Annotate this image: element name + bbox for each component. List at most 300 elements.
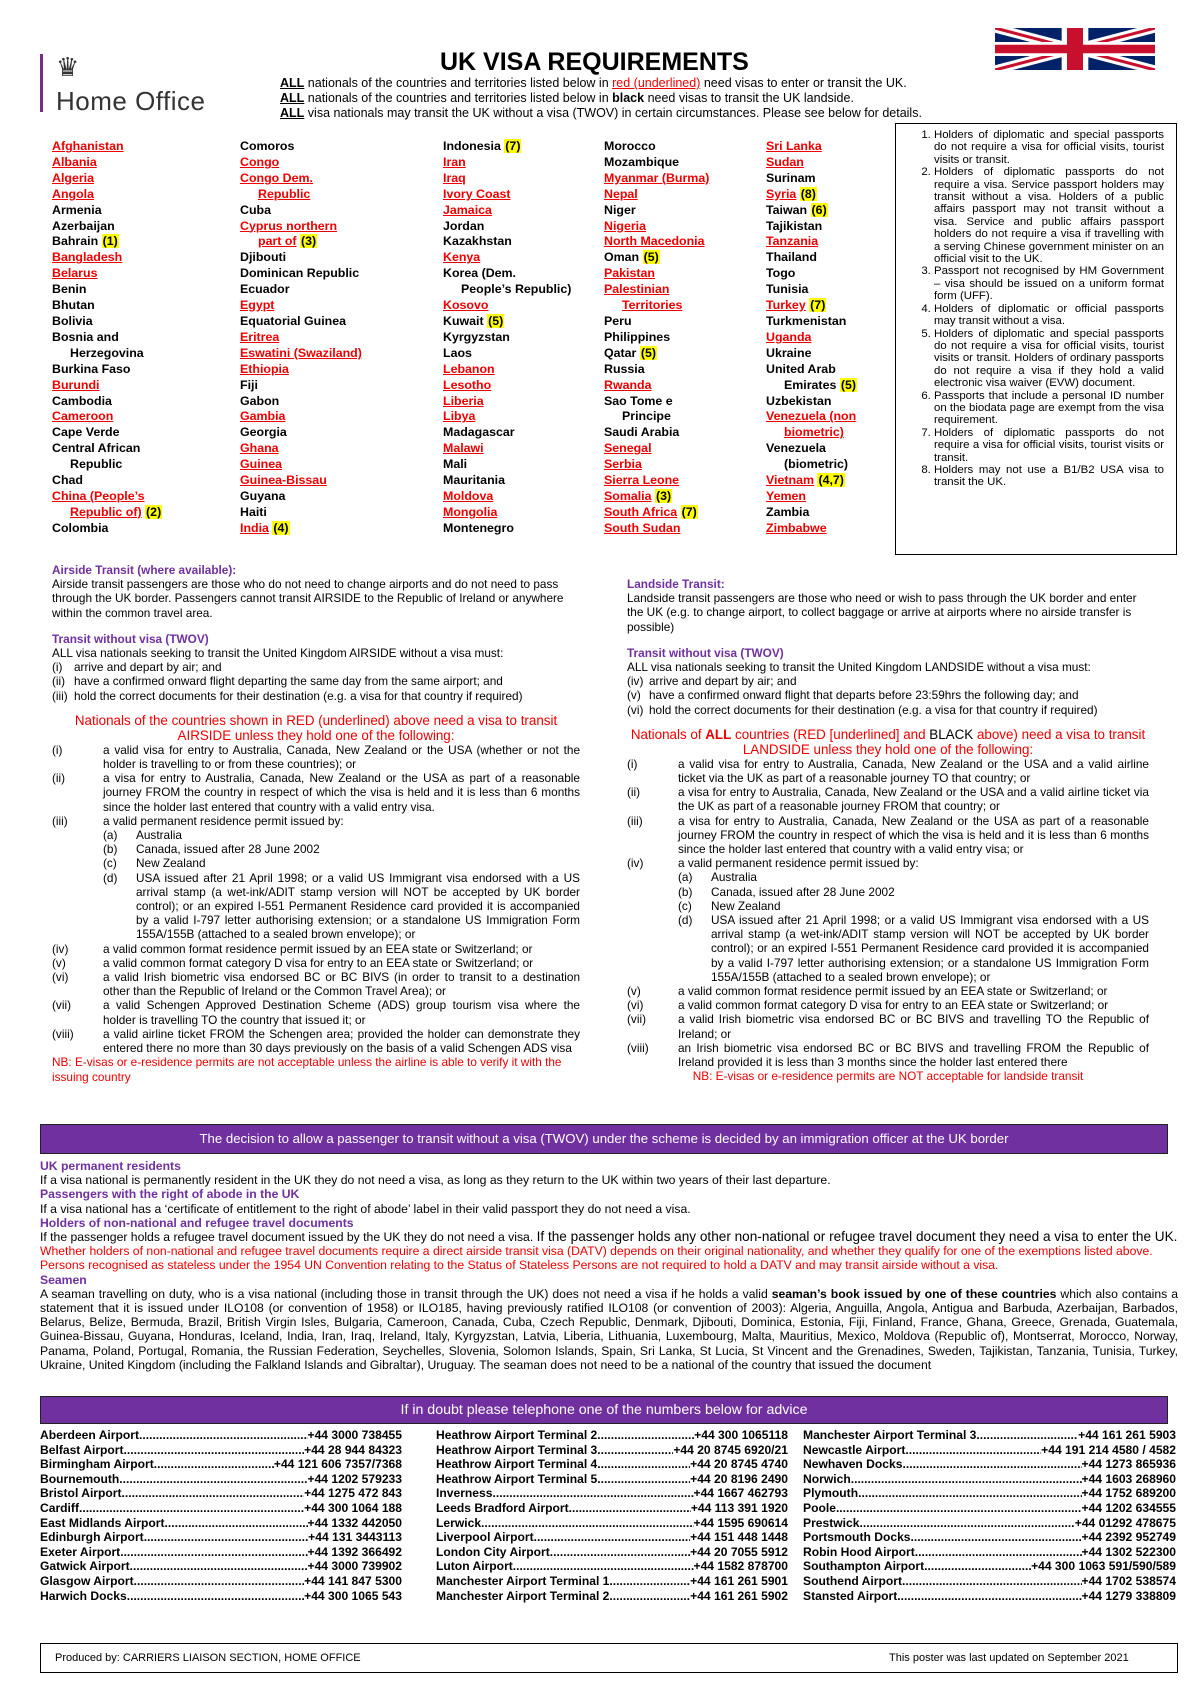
country-name: Montenegro (443, 520, 514, 535)
country-name: Cameroon (52, 409, 114, 424)
list-text: hold the correct documents for their destination (e.g. a visa for that country if required) (74, 688, 523, 703)
country-entry (604, 282, 774, 298)
country-name: Equatorial Guinea (240, 313, 347, 328)
list-item (52, 689, 580, 703)
country-name: Yemen (766, 488, 806, 503)
item-number: (iii) (52, 813, 68, 828)
list-text: hold the correct documents for their destination (e.g. a visa for that country if required) (649, 702, 1098, 717)
item-text: a valid permanent residence permit issued by: (103, 813, 344, 828)
exemption-subitem (627, 870, 1149, 884)
airside-red-heading: Nationals of the countries shown in RED (underlined) above need a visa to transit AIRSIDE unless they hold one of the following: (74, 712, 558, 743)
country-name: Libya (443, 409, 476, 424)
country-name: Ethiopia (240, 361, 289, 376)
crest-icon: ♛ (56, 52, 80, 82)
country-name: Venezuela (non (766, 409, 857, 424)
country-entry (604, 521, 774, 537)
leader-dots (902, 1457, 1081, 1472)
country-name: Afghanistan (52, 139, 124, 153)
country-name: Jamaica (443, 202, 492, 217)
subitem-text: Australia (136, 828, 182, 843)
country-entry (52, 346, 222, 362)
item-text: a valid permanent residence permit issued by: (678, 856, 919, 871)
exemption-subitem (52, 856, 580, 870)
footnote-ref: (5) (640, 345, 656, 360)
phone-row (40, 1516, 402, 1531)
list-text: arrive and depart by air; and (74, 660, 222, 675)
country-name: Pakistan (604, 266, 655, 281)
country-entry (604, 314, 774, 330)
country-entry (52, 298, 222, 314)
phone-row (803, 1559, 1176, 1574)
landside-para: Landside transit passengers are those who need or wish to pass through the UK border and enter the UK (e.g. to change airport, to collect baggage or arrive at airports where no airside transfer is possible) (627, 591, 1137, 634)
item-number: (ii) (627, 785, 641, 800)
subitem-letter: (b) (103, 842, 118, 857)
phone-number: +44 113 391 1920 (690, 1500, 788, 1515)
phone-row (803, 1501, 1176, 1516)
country-entry (240, 521, 410, 537)
country-column-3 (443, 139, 613, 537)
footnote-ref: (3) (655, 488, 672, 503)
list-number: (iv) (627, 674, 644, 689)
country-name: Somalia (604, 488, 652, 503)
phone-location: Bristol Airport (40, 1486, 122, 1501)
airside-para: Airside transit passengers are those who do not need to change airports and do not need to pass through the UK border. Passengers cannot transit AIRSIDE to the Republic of Ireland or anywhere within the common travel area. (52, 577, 564, 620)
item-text: a valid visa for entry to Australia, Canada, New Zealand or the USA (whether or not the holder is travelling to or from these countries); or (103, 742, 580, 772)
country-entry (604, 139, 774, 155)
phone-number: +44 1667 462793 (693, 1486, 788, 1501)
country-entry (240, 234, 410, 250)
phone-location: Leeds Bradford Airport (436, 1500, 569, 1515)
phone-number: +44 121 606 7357/7368 (273, 1457, 402, 1472)
right-of-abode-text: If a visa national has a ‘certificate of entitlement to the right of abode’ label in their valid passport they do not need a visa. (40, 1201, 691, 1216)
country-name: Saudi Arabia (604, 425, 680, 440)
country-name: Laos (443, 345, 472, 360)
country-name: Philippines (604, 329, 671, 344)
country-name: Mauritania (443, 473, 505, 488)
leader-dots (609, 1574, 690, 1589)
phone-number: +44 1202 579233 (307, 1471, 402, 1486)
leader-dots (165, 1516, 308, 1531)
phone-location: Edinburgh Airport (40, 1530, 144, 1545)
seamen-text: A seaman travelling on duty, who is a visa national (including those in transit through the UK) does not need a visa if he holds a valid seaman’s book issued by one of these countries which also contains a statement that it is issued under ILO108 (or convention of 1958) or ILO185, having previously ratified ILO108 (or convention of 2003): Algeria, Anguilla, Angola, Antigua and Barbuda, Azerbaijan, Barbados, Belarus, Belize, Bermuda, Brazil, British Virgin Isles, Bulgaria, Cameroon, Canada, Cuba, Czech Republic, Denmark, Djibouti, Dominica, Estonia, Fiji, Finland, France, Ghana, Greece, Grenada, Guatemala, Guinea-Bissau, Guyana, Honduras, Iceland, India, Iran, Iraq, Ireland, Italy, Kyrgyzstan, Latvia, Liberia, Lithuania, Luxembourg, Malta, Mauritius, Mexico, Moldova (Republic of), Montserrat, Morocco, Norway, Panama, Poland, Portugal, Romania, the Russian Federation, Seychelles, Slovenia, Solomon Islands, Spain, Sri Lanka, St Lucia, St Vincent and the Grenadines, Sweden, Tajikistan, Tanzania, Tunisia, Turkey, Ukraine, United Kingdom (including the Falkland Islands and Gibraltar), Uruguay. The seaman does not need to be a national of the country that issued the document (40, 1286, 1178, 1372)
leader-dots (859, 1516, 1074, 1531)
country-entry (443, 394, 613, 410)
country-entry (52, 489, 222, 505)
country-name: Georgia (240, 425, 287, 440)
country-entry (52, 187, 222, 203)
country-entry (240, 250, 410, 266)
phone-row (436, 1545, 788, 1560)
leader-dots (597, 1428, 694, 1443)
country-entry (52, 505, 222, 521)
country-name: United Arab (766, 361, 836, 376)
phone-number: +44 1302 522300 (1081, 1544, 1176, 1559)
country-entry (604, 378, 774, 394)
phone-location: Belfast Airport (40, 1442, 124, 1457)
advice-banner: If in doubt please telephone one of the numbers below for advice (40, 1396, 1168, 1424)
phone-number: +44 161 261 5903 (1078, 1428, 1176, 1442)
exemption-subitem (52, 871, 580, 942)
phone-row (436, 1530, 788, 1545)
country-entry (240, 346, 410, 362)
country-name: Myanmar (Burma) (604, 170, 710, 185)
item-number: (iv) (627, 856, 644, 871)
country-entry (604, 457, 774, 473)
leader-dots (481, 1516, 693, 1531)
footnote-item: 2. Holders of diplomatic passports do not require a visa. Service passport holders may transit without a visa. Holders of a public affairs passport may not transit without a visa. Service and public affairs passport holders do not require a visa if travelling with a serving Chinese government minister on an official visit to the UK. (934, 166, 1164, 265)
country-name: Djibouti (240, 250, 287, 265)
leader-dots (154, 1457, 274, 1472)
subitem-text: Australia (711, 870, 757, 885)
union-jack-flag-icon (995, 28, 1155, 70)
leader-dots (897, 1589, 1081, 1604)
phone-number: +44 300 1063 591/590/589 (1031, 1559, 1176, 1574)
country-entry (52, 219, 222, 235)
country-name: Iran (443, 154, 466, 169)
subitem-letter: (c) (678, 898, 692, 913)
exemption-item (52, 814, 580, 828)
country-name: Mali (443, 457, 468, 472)
country-name: Vietnam (766, 473, 814, 488)
landside-twov-heading: Transit without visa (TWOV) (627, 645, 784, 660)
country-entry (443, 425, 613, 441)
country-entry (240, 203, 410, 219)
country-name: Lebanon (443, 361, 495, 376)
country-name: Venezuela (766, 441, 826, 456)
country-entry (52, 234, 222, 250)
country-name: Cuba (240, 202, 271, 217)
leader-dots (130, 1559, 308, 1574)
leader-dots (836, 1501, 1082, 1516)
country-entry (604, 187, 774, 203)
country-entry (604, 219, 774, 235)
country-entry (604, 298, 774, 314)
footer-updated: This poster was last updated on September 2021 (889, 1652, 1129, 1664)
landside-twov-list (627, 674, 1149, 717)
subitem-letter: (b) (678, 884, 693, 899)
phone-location: Exeter Airport (40, 1544, 121, 1559)
country-name: Herzegovina (70, 345, 144, 360)
phone-location: Liverpool Airport (436, 1530, 534, 1545)
phone-number: +44 1752 689200 (1081, 1486, 1176, 1501)
phone-location: Aberdeen Airport (40, 1428, 139, 1442)
country-entry (604, 330, 774, 346)
airside-section (52, 563, 580, 1084)
leader-dots (513, 1559, 694, 1574)
phone-location: Poole (803, 1500, 836, 1515)
phone-location: Heathrow Airport Terminal 4 (436, 1457, 598, 1472)
country-entry (52, 409, 222, 425)
country-name: Kuwait (443, 313, 484, 328)
country-entry (52, 394, 222, 410)
country-name: People’s Republic) (461, 282, 572, 297)
phone-location: Manchester Airport Terminal 1 (436, 1573, 610, 1588)
country-entry (52, 473, 222, 489)
exemption-item (627, 785, 1149, 813)
phone-row (40, 1486, 402, 1501)
country-entry (52, 362, 222, 378)
country-name: Turkmenistan (766, 313, 847, 328)
phone-location: Lerwick (436, 1515, 482, 1530)
country-name: Uganda (766, 329, 812, 344)
list-number: (ii) (52, 674, 66, 689)
phone-location: East Midlands Airport (40, 1515, 165, 1530)
phone-row (40, 1472, 402, 1487)
permanent-residents-text: If a visa national is permanently resident in the UK they do not need a visa, as long as they return to the UK within two years of their last departure. (40, 1173, 831, 1188)
country-entry (443, 521, 613, 537)
item-text: a valid common format category D visa for entry to an EEA state or Switzerland; or (103, 955, 534, 970)
phone-number: +44 300 1065118 (694, 1428, 788, 1442)
country-entry (443, 457, 613, 473)
country-entry (240, 473, 410, 489)
country-entry (443, 266, 613, 282)
country-name: Senegal (604, 441, 652, 456)
leader-dots (550, 1545, 690, 1560)
country-entry (443, 139, 613, 155)
phone-row (436, 1428, 788, 1443)
country-name: Emirates (784, 377, 837, 392)
logo-bar (40, 54, 43, 112)
country-entry (240, 489, 410, 505)
phone-number: +44 191 214 4580 / 4582 (1041, 1442, 1176, 1457)
country-name: Kyrgyzstan (443, 329, 510, 344)
country-entry (604, 346, 774, 362)
country-entry (604, 394, 774, 410)
country-name: Palestinian (604, 282, 670, 297)
country-entry (240, 282, 410, 298)
phone-location: London City Airport (436, 1544, 550, 1559)
country-entry (240, 409, 410, 425)
footnote-item: 1. Holders of diplomatic and special passports do not require a visa for official visits, tourist visits or transit. (934, 129, 1164, 166)
subitem-text: New Zealand (711, 898, 781, 913)
item-text: a valid common format residence permit issued by an EEA state or Switzerland; or (103, 941, 533, 956)
landside-section (627, 577, 1149, 1084)
phone-number: +44 1603 268960 (1081, 1471, 1176, 1486)
phone-row (436, 1501, 788, 1516)
exemption-subitem (627, 913, 1149, 984)
country-entry (604, 505, 774, 521)
country-name: Niger (604, 202, 636, 217)
exemption-item (52, 1027, 580, 1055)
phone-row (803, 1516, 1176, 1531)
list-item (627, 688, 1149, 702)
item-number: (vi) (52, 970, 69, 985)
country-entry (443, 155, 613, 171)
footnote-item: 3. Passport not recognised by HM Government – visa should be issued on a uniform format form (UFF). (934, 265, 1164, 302)
country-name: Lesotho (443, 377, 492, 392)
country-entry (240, 441, 410, 457)
subitem-letter: (a) (678, 870, 693, 885)
footnote-ref: (5) (840, 377, 856, 392)
phone-row (40, 1530, 402, 1545)
phone-row (40, 1428, 402, 1443)
country-name: Zimbabwe (766, 520, 827, 535)
country-entry (443, 298, 613, 314)
exemption-subitem (52, 828, 580, 842)
phone-number: +44 2392 952749 (1081, 1530, 1176, 1545)
country-entry (240, 394, 410, 410)
list-number: (i) (52, 660, 63, 675)
country-name: Bolivia (52, 313, 93, 328)
exemption-item (627, 757, 1149, 785)
country-name: Zambia (766, 504, 810, 519)
leader-dots (119, 1472, 307, 1487)
phone-number: +44 1275 472 843 (304, 1486, 402, 1501)
item-text: a valid common format residence permit issued by an EEA state or Switzerland; or (678, 984, 1108, 999)
country-entry (240, 139, 410, 155)
phone-number: +44 28 944 84323 (304, 1442, 402, 1457)
country-entry (52, 314, 222, 330)
country-name: Angola (52, 186, 94, 201)
list-item (627, 674, 1149, 688)
country-name: Kazakhstan (443, 234, 512, 249)
country-name: Bangladesh (52, 250, 123, 265)
phone-location: Prestwick (803, 1515, 860, 1530)
country-name: Mozambique (604, 154, 680, 169)
item-text: a valid Irish biometric visa endorsed BC or BC BIVS (in order to transit to a destination other than the Republic of Ireland or the Common Travel Area); or (103, 970, 580, 999)
item-number: (i) (627, 756, 638, 771)
leader-dots (569, 1501, 691, 1516)
item-number: (ii) (52, 771, 66, 786)
country-name: (biometric) (784, 457, 849, 472)
airside-heading: Airside Transit (where available): (52, 563, 237, 577)
country-name: Moldova (443, 488, 494, 503)
country-entry (52, 378, 222, 394)
country-name: Sudan (766, 154, 804, 169)
non-national-text: If the passenger holds a refugee travel document issued by the UK they do not need a visa. If the passenger holds any other non-national or refugee travel document they need a visa to enter the UK. Whether holders of non-national and refugee travel documents require a direct airside transit visa (DATV) depends on their original nationality, and whether they qualify for one of the exemptions listed above. Persons recognised as stateless under the 1954 UN Convention relating to the Status of Stateless Persons are not required to hold a DATV and may transit airside without a visa. (40, 1229, 1178, 1273)
country-name: Bahrain (52, 234, 99, 249)
item-number: (viii) (52, 1026, 74, 1041)
subitem-letter: (d) (678, 913, 693, 928)
country-name: Sierra Leone (604, 473, 680, 488)
leader-dots (122, 1486, 305, 1501)
leader-dots (127, 1589, 304, 1604)
list-number: (v) (627, 688, 641, 703)
landside-heading: Landside Transit: (627, 577, 725, 591)
landside-red-heading: Nationals of ALL countries (RED [underlined] and BLACK above) need a visa to transit LANDSIDE unless they hold one of the following: (630, 726, 1146, 757)
country-name: Principe (622, 409, 671, 424)
country-name: Madagascar (443, 425, 515, 440)
country-name: Togo (766, 266, 796, 281)
intro-line-3: ALL visa nationals may transit the UK without a visa (TWOV) in certain circumstances. Please see below for details. (280, 106, 922, 120)
country-name: Thailand (766, 250, 817, 265)
country-name: Tanzania (766, 234, 819, 249)
intro-line-2: ALL nationals of the countries and territories listed below in black need visas to transit the UK landside. (280, 91, 854, 105)
country-name: Syria (766, 186, 797, 201)
footnote-ref: (5) (488, 313, 504, 328)
footer-produced-by: Produced by: CARRIERS LIAISON SECTION, HOME OFFICE (55, 1652, 361, 1664)
leader-dots (120, 1545, 307, 1560)
country-name: Belarus (52, 266, 98, 281)
country-entry (443, 219, 613, 235)
country-name: Tajikistan (766, 218, 823, 233)
item-number: (vii) (52, 998, 71, 1013)
country-column-4 (604, 139, 774, 537)
country-entry (240, 298, 410, 314)
country-name: Oman (604, 250, 640, 265)
exemption-item (52, 998, 580, 1026)
country-name: Albania (52, 154, 97, 169)
footnote-item: 5. Holders of diplomatic and special passports do not require a visa for official visits, tourist visits or transit. Holders of ordinary passports do not require a visa if they hold a valid electronic visa waiver (EVW) document. (934, 328, 1164, 390)
exemption-item (52, 771, 580, 814)
country-name: Guinea (240, 457, 282, 472)
footnote-ref: (2) (146, 504, 162, 519)
phone-row (40, 1443, 402, 1458)
country-entry (443, 489, 613, 505)
exemption-item (627, 1012, 1149, 1040)
country-entry (240, 378, 410, 394)
country-name: Colombia (52, 520, 109, 535)
country-name: Jordan (443, 218, 485, 233)
phone-location: Stansted Airport (803, 1588, 898, 1603)
phone-row (803, 1472, 1176, 1487)
footnote-item: 6. Passports that include a personal ID number on the biodata page are exempt from the visa requirement. (934, 390, 1164, 427)
phone-location: Manchester Airport Terminal 3 (803, 1428, 977, 1442)
decision-banner: The decision to allow a passenger to transit without a visa (TWOV) under the scheme is decided by an immigration officer at the UK border (40, 1124, 1168, 1154)
country-name: Peru (604, 313, 632, 328)
phone-number: +44 161 261 5901 (690, 1573, 788, 1588)
phone-location: Southend Airport (803, 1573, 902, 1588)
landside-nb: NB: E-visas or e-residence permits are NOT acceptable for landside transit (692, 1069, 1084, 1084)
phone-row (803, 1545, 1176, 1560)
exemption-subitem (627, 899, 1149, 913)
phone-number: +44 1202 634555 (1081, 1500, 1176, 1515)
phone-row (40, 1545, 402, 1560)
footnote-ref: (8) (800, 186, 816, 201)
country-name: Morocco (604, 139, 656, 153)
exemption-item (52, 970, 580, 998)
leader-dots (976, 1428, 1078, 1443)
phone-row (803, 1457, 1176, 1472)
seamen-heading: Seamen (40, 1272, 87, 1287)
country-name: Ecuador (240, 282, 290, 297)
airside-nb: NB: E-visas or e-residence permits are not acceptable unless the airline is able to verify it with the issuing country (52, 1055, 562, 1084)
country-entry (443, 234, 613, 250)
country-entry (604, 409, 774, 425)
country-name: Cape Verde (52, 425, 120, 440)
country-entry (443, 362, 613, 378)
subitem-text: New Zealand (136, 856, 206, 871)
country-name: North Macedonia (604, 234, 705, 249)
phone-number: +44 151 448 1448 (690, 1530, 788, 1545)
country-name: Armenia (52, 202, 102, 217)
item-number: (vi) (627, 998, 644, 1013)
country-name: Cambodia (52, 393, 112, 408)
country-name: Gabon (240, 393, 280, 408)
phone-number: +44 1702 538574 (1081, 1573, 1176, 1588)
country-entry (443, 187, 613, 203)
phone-location: Inverness (436, 1486, 493, 1501)
phone-number: +44 20 8745 6920/21 (673, 1442, 788, 1457)
landside-exemption-list (627, 757, 1149, 1069)
item-number: (iii) (627, 813, 643, 828)
airside-twov-intro: ALL visa nationals seeking to transit the United Kingdom AIRSIDE without a visa must: (52, 646, 504, 661)
subitem-text: Canada, issued after 28 June 2002 (136, 842, 320, 857)
leader-dots (597, 1443, 673, 1458)
leader-dots (911, 1530, 1082, 1545)
phone-location: Birmingham Airport (40, 1457, 154, 1472)
item-number: (v) (627, 984, 641, 999)
country-name: Nepal (604, 186, 638, 201)
country-entry (52, 425, 222, 441)
country-entry (604, 489, 774, 505)
list-text: have a confirmed onward flight that departs before 23:59hrs the following day; and (649, 688, 1079, 703)
country-entry (52, 155, 222, 171)
phone-location: Robin Hood Airport (803, 1544, 915, 1559)
country-name: Republic of) (70, 504, 142, 519)
footnote-ref: (7) (681, 504, 697, 519)
phone-number: +44 1332 442050 (307, 1515, 402, 1530)
